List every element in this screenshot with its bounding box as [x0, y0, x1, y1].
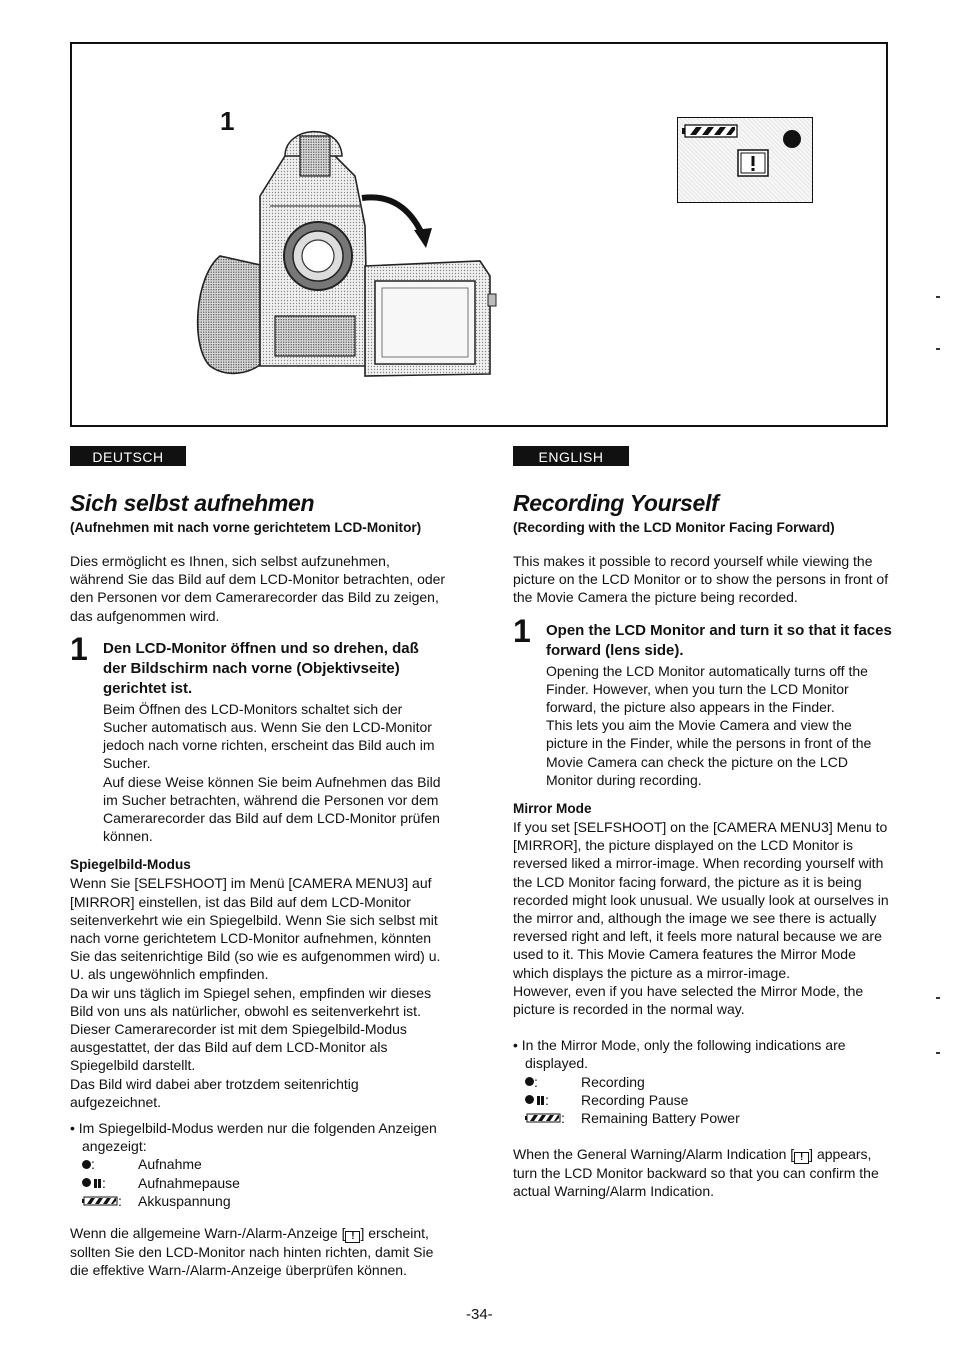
indication-list	[525, 1073, 893, 1128]
mirror-mode-text: Wenn Sie [SELFSHOOT] im Menü [CAMERA MENU3] auf [MIRROR] einstellen, ist das Bild auf dem LCD-Monitor seitenverkehrt wie ein Spiegelbild. Wenn Sie sich selbst mit nach vorne gerichtetem LCD-Monitor aufnehmen, könnten Sie das seitenrichtige Bild (so wie es aufgenommen wird) u. U. als ungewöhnlich empfinden.	[70, 875, 441, 983]
battery-icon	[678, 118, 814, 204]
battery-icon	[525, 1113, 561, 1123]
indications-note: • In the Mirror Mode, only the following indications are displayed. : Recording : Recording Pause : Remaining Battery Power	[513, 1036, 893, 1127]
list-item: : Remaining Battery Power	[525, 1109, 893, 1127]
record-dot-icon	[82, 1160, 91, 1169]
english-column	[513, 446, 893, 1201]
step-heading: Open the LCD Monitor and turn it so that it faces forward (lens side).	[546, 621, 892, 659]
indications-note: • Im Spiegelbild-Modus werden nur die folgenden Anzeigen angezeigt: : Aufnahme : Aufnahmepause : Akkuspannung	[70, 1119, 446, 1210]
language-label-deutsch: DEUTSCH	[70, 446, 186, 466]
warning-note: When the General Warning/Alarm Indication [ ! ] appears, turn the LCD Monitor backward so that you can confirm the actual Warning/Alarm Indication.	[513, 1146, 879, 1200]
step-1	[513, 612, 893, 789]
intro-text: Dies ermöglicht es Ihnen, sich selbst aufzunehmen, während Sie das Bild auf dem LCD-Monitor betrachten, oder den Personen vor dem Camerarecorder das Bild zu zeigen, das aufgenommen wird.	[70, 553, 446, 624]
bullet-text: Im Spiegelbild-Modus werden nur die folgenden Anzeigen angezeigt:	[78, 1120, 437, 1155]
margin-mark	[936, 1052, 940, 1054]
illustration-frame	[70, 42, 888, 427]
margin-mark	[936, 997, 940, 999]
step-number: 1	[513, 612, 531, 649]
record-dot-icon	[525, 1077, 534, 1086]
bullet-text: In the Mirror Mode, only the following indications are displayed.	[521, 1037, 846, 1072]
pause-dot-icon	[525, 1095, 534, 1104]
step-heading: Den LCD-Monitor öffnen und so drehen, daß der Bildschirm nach vorne (Objektivseite) gerichtet ist.	[103, 639, 419, 697]
mirror-mode-heading: Mirror Mode	[513, 801, 592, 817]
list-item: : Aufnahme	[82, 1155, 446, 1173]
mirror-mode-text: If you set [SELFSHOOT] on the [CAMERA MENU3] Menu to [MIRROR], the picture displayed on the LCD Monitor is reversed liked a mirror-image. When recording yourself with the LCD Monitor facing forward, the picture as it is being recorded might look unusual. We usually look at ourselves in the mirror and, although the image we see there is actually reversed right and left, it feels more natural because we are used to it. This Movie Camera features the Mirror Mode which displays the picture as a mirror-image.	[513, 819, 889, 981]
margin-mark	[936, 348, 940, 350]
section-title: Sich selbst aufnehmen	[70, 490, 315, 516]
margin-mark	[936, 296, 940, 298]
list-item: : Akkuspannung	[82, 1192, 446, 1210]
battery-icon	[82, 1196, 118, 1206]
lcd-indicator-detail	[677, 117, 813, 203]
pause-bars-icon	[94, 1174, 102, 1192]
section-subtitle: (Recording with the LCD Monitor Facing Forward)	[513, 520, 835, 535]
mirror-mode-heading: Spiegelbild-Modus	[70, 857, 191, 873]
page-number: -34-	[466, 1306, 493, 1323]
list-item: : Aufnahmepause	[82, 1174, 446, 1192]
warning-note: Wenn die allgemeine Warn-/Alarm-Anzeige [ ! ] erscheint, sollten Sie den LCD-Monitor nach hinten richten, damit Sie die effektive Warn-/Alarm-Anzeige überprüfen können.	[70, 1225, 434, 1279]
step-text: This lets you aim the Movie Camera and view the picture in the Finder, while the persons in front of the Movie Camera can check the picture on the LCD Monitor during recording.	[546, 717, 872, 788]
mirror-mode-text: However, even if you have selected the Mirror Mode, the picture is recorded in the normal way.	[513, 982, 864, 1018]
intro-text: This makes it possible to record yourself while viewing the picture on the LCD Monitor or to show the persons in front of the Movie Camera the picture being recorded.	[513, 553, 889, 606]
warning-icon: !	[345, 1231, 360, 1243]
figure-step-number: 1	[220, 106, 235, 136]
step-text: Auf diese Weise können Sie beim Aufnehmen das Bild im Sucher betrachten, während die Personen vor dem Camerarecorder das Bild auf dem LCD-Monitor prüfen können.	[103, 773, 441, 845]
step-text: Beim Öffnen des LCD-Monitors schaltet sich der Sucher automatisch aus. Wenn Sie den LCD-Monitor jedoch nach vorne richten, erscheint das Bild auch im Sucher.	[103, 700, 435, 772]
indication-list	[82, 1155, 446, 1210]
mirror-mode-text: Da wir uns täglich im Spiegel sehen, empfinden wir dieses Bild von uns als natürlicher, obwohl es seitenverkehrt ist. Dieser Camerarecorder ist mit dem Spiegelbild-Modus ausgestattet, der das Bild auf dem LCD-Monitor als Spiegelbild darstellt.	[70, 984, 432, 1074]
camcorder-illustration	[190, 116, 500, 386]
step-text: Opening the LCD Monitor automatically turns off the Finder. However, when you turn the LCD Monitor forward, the picture also appears in the Finder.	[546, 662, 868, 716]
section-title: Recording Yourself	[513, 490, 719, 516]
pause-dot-icon	[82, 1178, 91, 1187]
mirror-mode-text: Das Bild wird dabei aber trotzdem seitenrichtig aufgezeichnet.	[70, 1075, 359, 1110]
warning-icon: !	[794, 1152, 809, 1164]
step-1	[70, 630, 446, 846]
list-item: : Recording	[525, 1073, 893, 1091]
deutsch-column	[70, 446, 446, 1280]
list-item: : Recording Pause	[525, 1091, 893, 1109]
section-subtitle: (Aufnehmen mit nach vorne gerichtetem LCD-Monitor)	[70, 520, 422, 535]
step-number: 1	[70, 630, 88, 667]
language-label-english: ENGLISH	[513, 446, 629, 466]
pause-bars-icon	[537, 1091, 545, 1109]
